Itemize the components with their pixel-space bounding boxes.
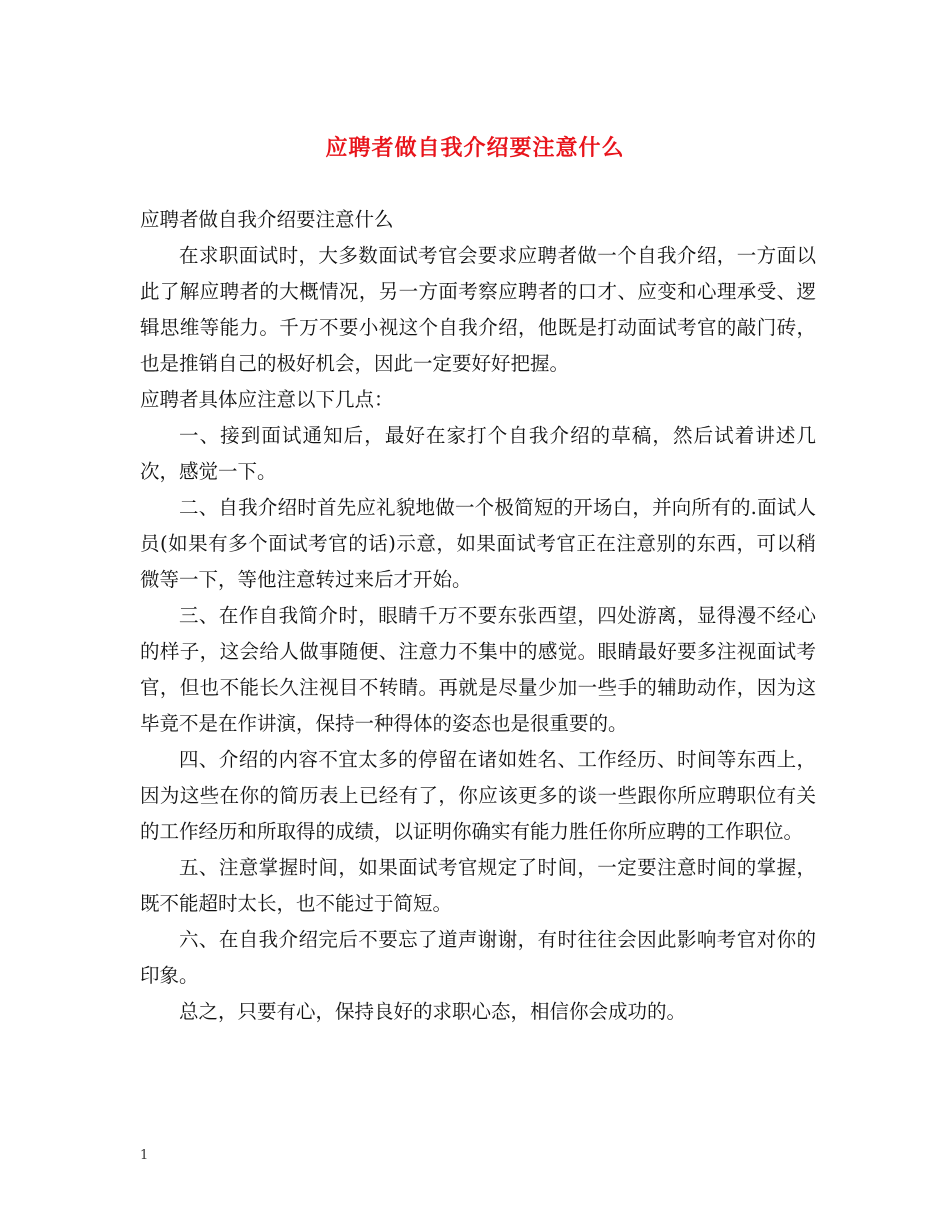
paragraph-conclusion: 总之，只要有心，保持良好的求职心态，相信你会成功的。 xyxy=(179,1000,687,1023)
paragraph-point-3: 三、在作自我简介时，眼睛千万不要东张西望，四处游离，显得漫不经心的样子，这会给人做事随便、注意力不集中的感觉。眼睛最好要多注视面试考官，但也不能长久注视目不转睛。再就是尽量少加一些手的辅助动作，因为这毕竟不是在作讲演，保持一种得体的姿态也是很重要的。 xyxy=(140,604,816,735)
paragraph-point-1: 一、接到面试通知后，最好在家打个自我介绍的草稿，然后试着讲述几次，感觉一下。 xyxy=(140,424,816,483)
page-number: 1 xyxy=(140,1148,149,1163)
paragraph-point-5: 五、注意掌握时间，如果面试考官规定了时间，一定要注意时间的掌握，既不能超时太长，也不能过于简短。 xyxy=(140,856,816,915)
paragraph-intro: 在求职面试时，大多数面试考官会要求应聘者做一个自我介绍，一方面以此了解应聘者的大概情况，另一方面考察应聘者的口才、应变和心理承受、逻辑思维等能力。千万不要小视这个自我介绍，他既是打动面试考官的敲门砖，也是推销自己的极好机会，因此一定要好好把握。 xyxy=(140,244,816,375)
paragraph-point-6: 六、在自我介绍完后不要忘了道声谢谢，有时往往会因此影响考官对你的印象。 xyxy=(140,928,816,987)
document-subtitle: 应聘者做自我介绍要注意什么 xyxy=(140,208,394,231)
paragraph-points-lead: 应聘者具体应注意以下几点： xyxy=(140,388,394,411)
paragraph-point-4: 四、介绍的内容不宜太多的停留在诸如姓名、工作经历、时间等东西上，因为这些在你的简历表上已经有了，你应该更多的谈一些跟你所应聘职位有关的工作经历和所取得的成绩，以证明你确实有能力胜任你所应聘的工作职位。 xyxy=(140,748,816,843)
document-title: 应聘者做自我介绍要注意什么 xyxy=(325,135,625,161)
paragraph-point-2: 二、自我介绍时首先应礼貌地做一个极简短的开场白，并向所有的.面试人员(如果有多个面试考官的话)示意，如果面试考官正在注意别的东西，可以稍微等一下，等他注意转过来后才开始。 xyxy=(140,496,816,591)
document-body xyxy=(140,202,816,1030)
